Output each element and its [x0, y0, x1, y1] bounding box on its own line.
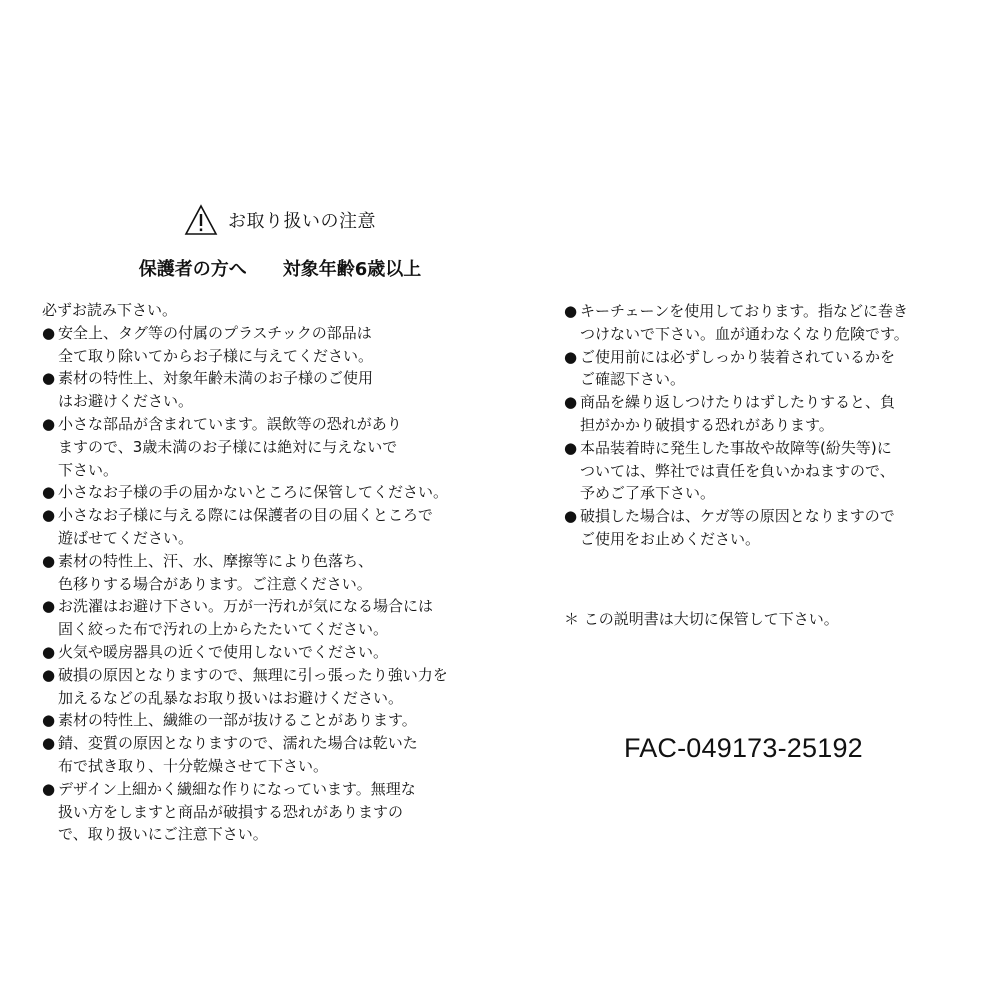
bullet-icon: ●	[42, 551, 56, 570]
list-item-line: お洗濯はお避け下さい。万が一汚れが気になる場合には	[58, 597, 434, 616]
list-item-line: 火気や暖房器具の近くで使用しないでください。	[58, 642, 389, 661]
bullet-icon: ●	[42, 414, 56, 433]
header-title-row	[0, 200, 560, 240]
bullet-icon: ●	[42, 711, 56, 730]
list-item-line: 錆、変質の原因となりますので、濡れた場合は乾いた	[58, 734, 418, 753]
list-item	[564, 505, 984, 551]
list-item	[564, 437, 984, 505]
list-item-line: 本品装着時に発生した事故や故障等(紛失等)に	[580, 438, 892, 457]
list-item	[42, 664, 492, 710]
list-item-line: ご使用前には必ずしっかり装着されているかを	[580, 347, 896, 366]
bullet-icon: ●	[564, 438, 578, 457]
list-item-line: 破損の原因となりますので、無理に引っ張ったり強い力を	[58, 665, 448, 684]
list-item-line: 全て取り除いてからお子様に与えてください。	[58, 346, 374, 365]
list-item	[42, 322, 492, 368]
storage-note: ＊ この説明書は大切に保管して下さい。	[564, 610, 839, 628]
list-item-line: つけないで下さい。血が通わなくなり危険です。	[580, 324, 909, 343]
bullet-icon: ●	[564, 393, 578, 412]
list-item-line: 下さい。	[58, 460, 119, 479]
list-item-line: 固く絞った布で汚れの上からたたいてください。	[58, 620, 389, 639]
list-item	[42, 709, 492, 732]
warning-triangle-icon	[184, 204, 218, 236]
bullet-icon: ●	[564, 507, 578, 526]
bullet-icon: ●	[564, 302, 578, 320]
page-title: お取り扱いの注意	[228, 211, 376, 232]
list-item	[42, 595, 492, 641]
list-item-line: ますので、3歳未満のお子様には絶対に与えないで	[58, 437, 398, 456]
list-item-line: 色移りする場合があります。ご注意ください。	[58, 574, 372, 593]
list-item-line: 布で拭き取り、十分乾燥させて下さい。	[58, 756, 329, 775]
list-item-line: 扱い方をしますと商品が破損する恐れがありますの	[58, 802, 404, 821]
list-item-line: 遊ばせてください。	[58, 528, 194, 547]
bullet-icon: ●	[42, 665, 56, 684]
list-item	[42, 413, 492, 481]
list-item-line: 素材の特性上、繊維の一部が抜けることがあります。	[58, 711, 417, 730]
left-column	[42, 299, 492, 846]
list-item-line: 小さな部品が含まれています。誤飲等の恐れがあり	[58, 414, 402, 433]
list-item-line: はお避けください。	[58, 392, 194, 411]
list-item-line: デザイン上細かく繊細な作りになっています。無理な	[58, 779, 416, 798]
list-item	[42, 367, 492, 413]
list-item	[42, 504, 492, 550]
list-item-line: 素材の特性上、汗、水、摩擦等により色落ち、	[58, 551, 374, 570]
list-item-line: ついては、弊社では責任を負いかねますので、	[580, 461, 895, 480]
product-code: FAC-049173-25192	[624, 733, 863, 763]
right-column	[564, 300, 984, 551]
list-item-line: ご使用をお止めください。	[580, 529, 761, 548]
bullet-icon: ●	[564, 347, 578, 366]
list-item-line: 安全上、タグ等の付属のプラスチックの部品は	[58, 323, 372, 342]
bullet-icon: ●	[42, 779, 56, 798]
bullet-icon: ●	[42, 483, 56, 502]
list-item-line: 小さなお子様の手の届かないところに保管してください。	[58, 483, 449, 502]
list-item-line: 商品を繰り返しつけたりはずしたりすると、負	[580, 393, 896, 412]
right-item-list	[564, 300, 984, 551]
list-item	[564, 346, 984, 392]
page-subtitle: 保護者の方へ 対象年齢6歳以上	[138, 259, 422, 280]
intro-text: 必ずお読み下さい。	[42, 301, 178, 319]
list-item-line: 小さなお子様に与える際には保護者の目の届くところで	[58, 506, 433, 525]
bullet-icon: ●	[42, 734, 56, 753]
list-item-line: で、取り扱いにご注意下さい。	[58, 825, 268, 844]
list-item	[564, 300, 984, 346]
list-item	[42, 732, 492, 778]
bullet-icon: ●	[42, 506, 56, 525]
left-item-list	[42, 322, 492, 846]
bullet-icon: ●	[42, 323, 56, 342]
list-item-line: キーチェーンを使用しております。指などに巻き	[580, 302, 909, 320]
list-item-line: 予めご了承下さい。	[580, 484, 716, 503]
list-item-line: ご確認下さい。	[580, 370, 686, 389]
list-item	[42, 550, 492, 596]
list-item	[42, 641, 492, 664]
list-item	[42, 778, 492, 846]
bullet-icon: ●	[42, 597, 56, 616]
bullet-icon: ●	[42, 369, 56, 388]
list-item-line: 破損した場合は、ケガ等の原因となりますので	[580, 507, 895, 526]
list-item-line: 担がかかり破損する恐れがあります。	[580, 415, 834, 434]
list-item	[42, 481, 492, 504]
list-item-line: 加えるなどの乱暴なお取り扱いはお避けください。	[58, 688, 404, 707]
bullet-icon: ●	[42, 642, 56, 661]
list-item	[564, 391, 984, 437]
list-item-line: 素材の特性上、対象年齢未満のお子様のご使用	[58, 369, 374, 388]
